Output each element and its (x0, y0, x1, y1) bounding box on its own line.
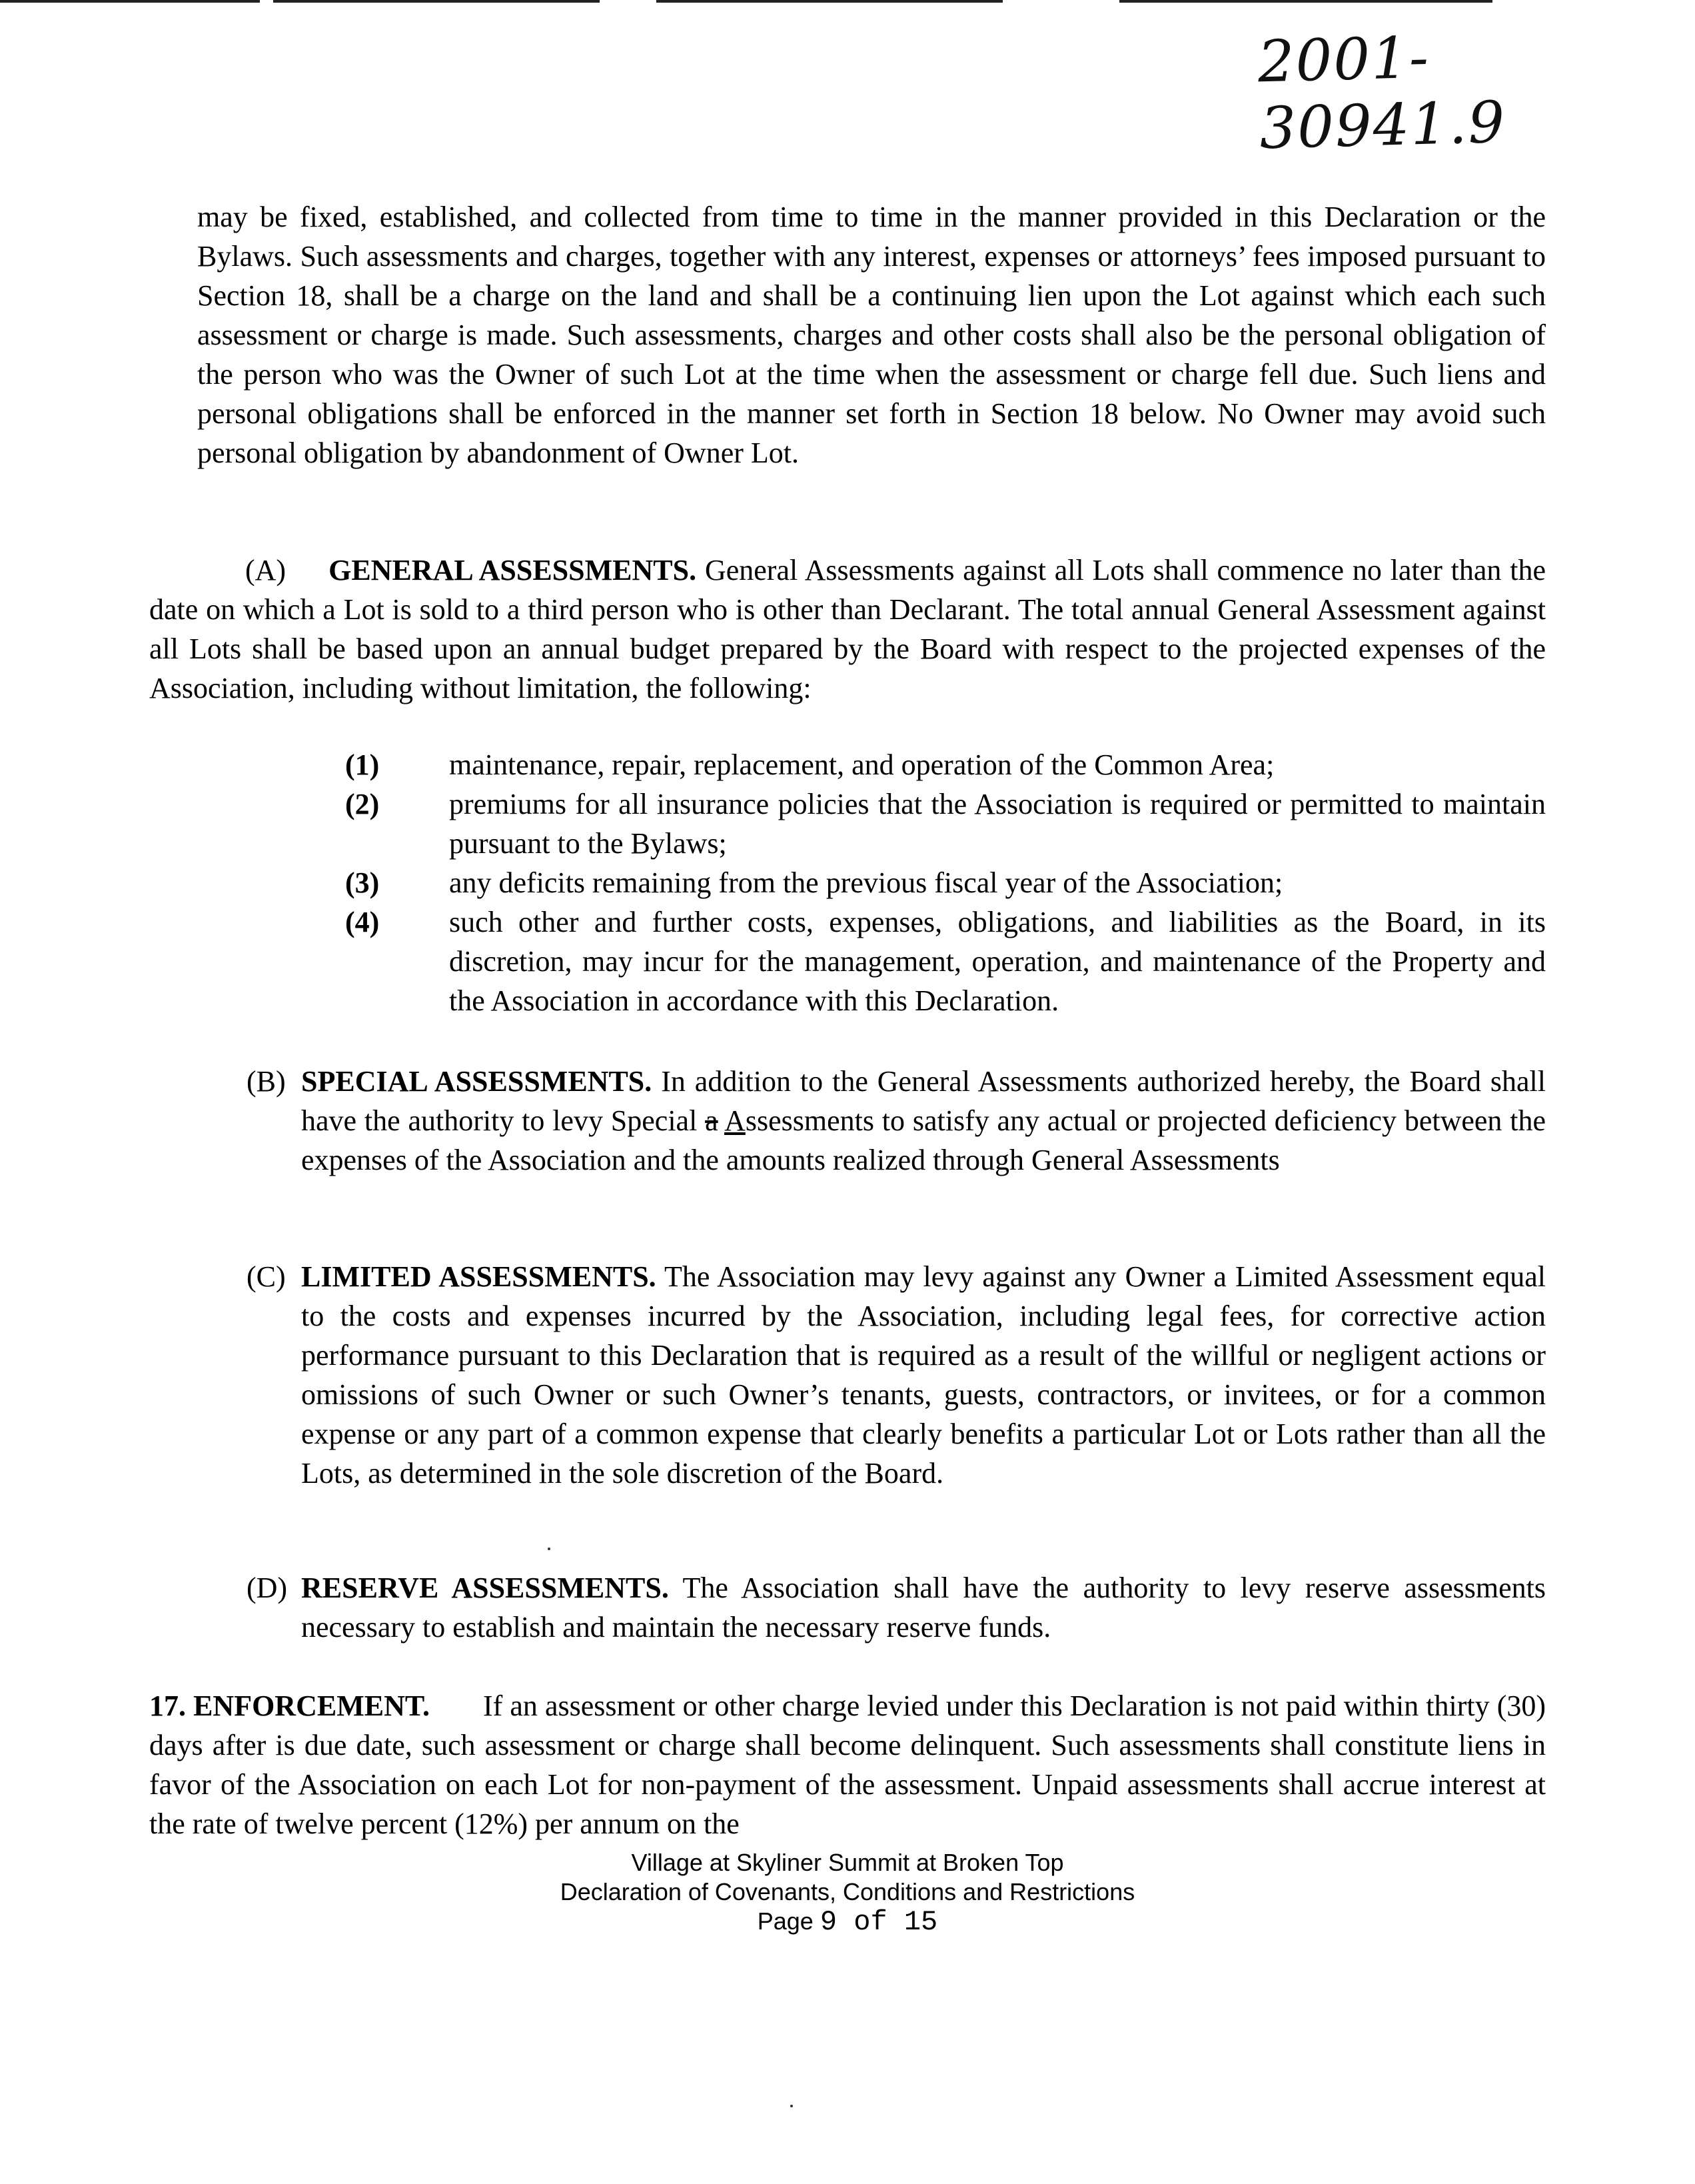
intro-paragraph: may be fixed, established, and collected from time to time in the manner provided in this Declaration or the Bylaws. Such assessments and charges, together with any interest, expenses or attorneys’ fees imposed pursuant to Section 18, shall be a charge on the land and shall be a continuing lien upon the Lot against which each such assessment or charge is made. Such assessments, charges and other costs shall also be the personal obligation of the person who was the Owner of such Lot at the time when the assessment or charge fell due. Such liens and personal obligations shall be enforced in the manner set forth in Section 18 below. No Owner may avoid such personal obligation by abandonment of Owner Lot. (197, 201, 1546, 469)
limited-assessments-section (247, 1257, 1546, 1493)
general-heading: GENERAL ASSESSMENTS. (328, 554, 697, 586)
list-item-text: maintenance, repair, replacement, and operation of the Common Area; (449, 748, 1275, 781)
limited-text: The Association may levy against any Owner a Limited Assessment equal to the costs and expenses incurred by the Association, including legal fees, for corrective action performance pursuant to this Declaration that is required as a result of the willful or negligent actions or omissions of such Owner or such Owner’s tenants, guests, contractors, or invitees, or for a common expense or any part of a common expense that clearly benefits a particular Lot or Lots rather than all the Lots, as determined in the sole discretion of the Board. (301, 1260, 1546, 1490)
reserve-label: (D) (247, 1572, 288, 1604)
list-item-number: (3) (345, 866, 380, 899)
list-item (345, 902, 1546, 1020)
scan-edge-line (656, 0, 1003, 3)
list-item-number: (4) (345, 906, 380, 938)
scan-edge-line (0, 0, 260, 3)
list-item-number: (1) (345, 748, 380, 781)
enforcement-heading: 17. ENFORCEMENT. (149, 1689, 430, 1722)
general-assessments-paragraph (149, 550, 1546, 708)
page-footer (0, 1848, 1695, 1937)
limited-heading: LIMITED ASSESSMENTS. (301, 1260, 656, 1293)
limited-body (301, 1257, 1546, 1493)
special-heading: SPECIAL ASSESSMENTS. (301, 1065, 652, 1098)
general-text: General Assessments against all Lots shall commence no later than the date on which a Lot is sold to a third person who is other than Declarant. The total annual General Assessment against all Lots shall be based upon an annual budget prepared by the Board with respect to the projected expenses of the Association, including without limitation, the following: (149, 554, 1546, 704)
list-item (345, 745, 1546, 784)
reserve-assessments-section (247, 1568, 1546, 1647)
struck-text: a (705, 1104, 718, 1137)
special-label: (B) (247, 1065, 286, 1098)
scan-speck (548, 1548, 550, 1550)
footer-subtitle: Declaration of Covenants, Conditions and Restrictions (560, 1878, 1135, 1905)
special-text-before: In addition to the General Assessments authorized hereby, the Board shall have the authority to levy Special (301, 1065, 1546, 1137)
footer-title: Village at Skyliner Summit at Broken Top (631, 1849, 1064, 1876)
list-item (345, 784, 1546, 863)
reserve-text: The Association shall have the authority to levy reserve assessments necessary to establish and maintain the necessary reserve funds. (301, 1572, 1546, 1643)
special-assessments-section (247, 1062, 1546, 1180)
reserve-heading: RESERVE ASSESSMENTS. (301, 1572, 669, 1604)
document-number-stamp: 2001-30941.9 (1257, 24, 1507, 163)
expense-list (345, 745, 1546, 1020)
enforcement-text: If an assessment or other charge levied under this Declaration is not paid within thirty (30) days after is due date, such assessment or charge shall become delinquent. Such assessments shall constitute liens in favor of the Association on each Lot for non-payment of the assessment. Unpaid assessments shall accrue interest at the rate of twelve percent (12%) per annum on the (149, 1689, 1546, 1840)
page-number (0, 1907, 1695, 1937)
general-label: (A) (245, 554, 286, 586)
limited-label: (C) (247, 1260, 286, 1293)
list-item (345, 863, 1546, 902)
page-label: Page (757, 1907, 814, 1935)
inserted-text: A (724, 1104, 746, 1137)
list-item-text: such other and further costs, expenses, obligations, and liabilities as the Board, in its discretion, may incur for the management, operation, and maintenance of the Property and the Association in accordance with this Declaration. (449, 906, 1546, 1017)
scan-speck (790, 2105, 793, 2107)
special-text-after: ssessments to satisfy any actual or projected deficiency between the expenses of the Association and the amounts realized through General Assessments (301, 1104, 1546, 1176)
reserve-body (301, 1568, 1546, 1647)
page-count: 9 of 15 (820, 1906, 938, 1938)
special-body (301, 1062, 1546, 1180)
list-item-number: (2) (345, 788, 380, 820)
list-item-text: any deficits remaining from the previous fiscal year of the Association; (449, 866, 1283, 899)
list-item-text: premiums for all insurance policies that the Association is required or permitted to maintain pursuant to the Bylaws; (449, 788, 1546, 860)
enforcement-paragraph (149, 1686, 1546, 1843)
scan-edge-line (273, 0, 600, 3)
scan-edge-line (1119, 0, 1492, 3)
